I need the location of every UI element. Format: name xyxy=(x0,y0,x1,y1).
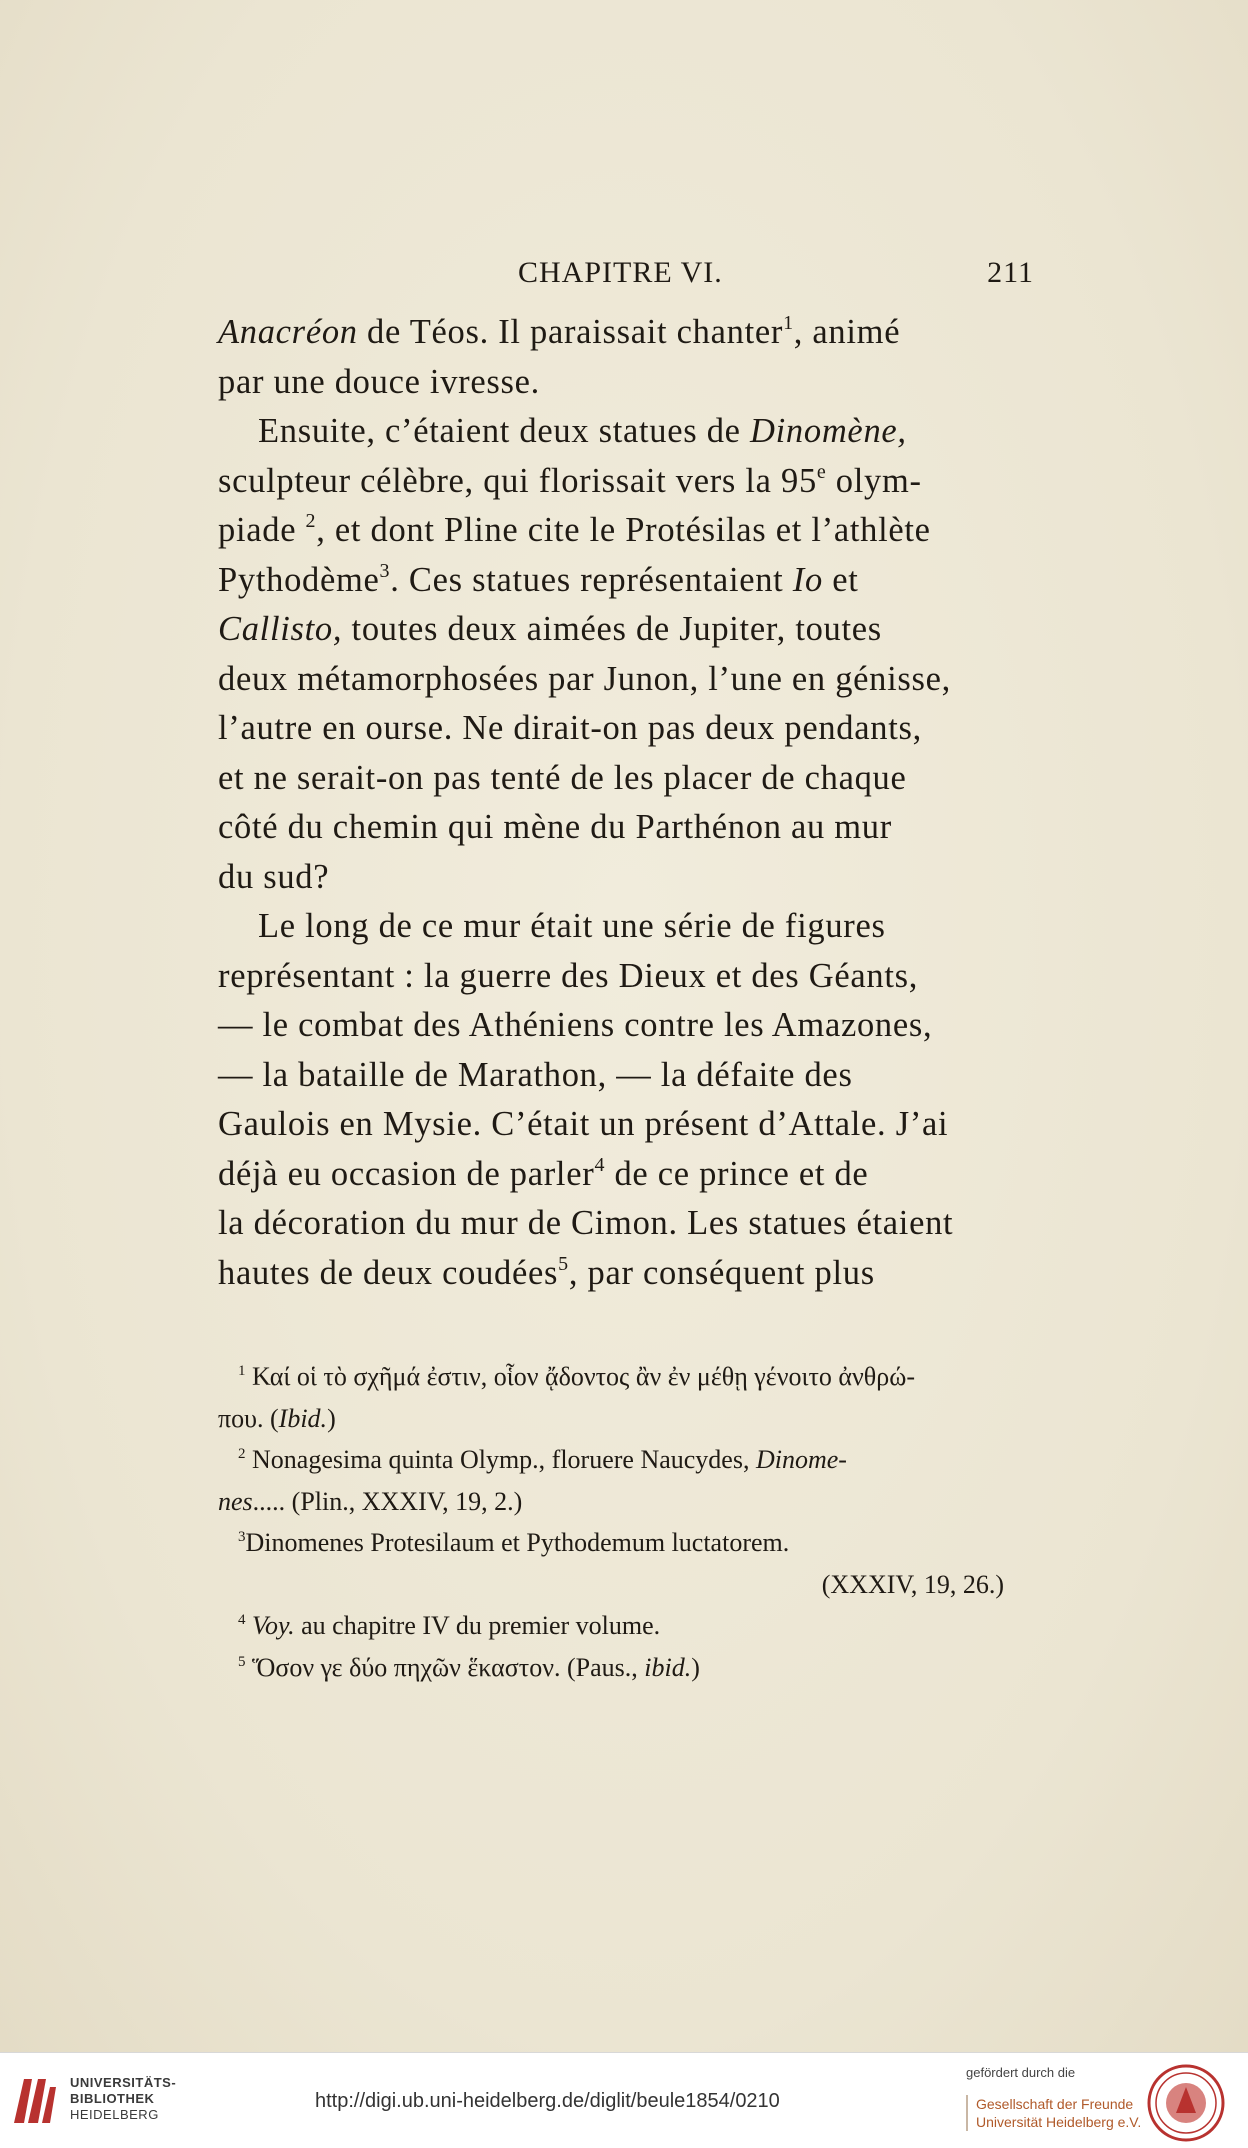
society-name[interactable] xyxy=(966,2095,1141,2131)
viewer-footer xyxy=(0,2052,1248,2148)
footnote-2-cont xyxy=(218,1481,1034,1523)
footnote-number: 2 xyxy=(238,1446,246,1462)
text-line xyxy=(218,308,1034,358)
library-name[interactable] xyxy=(70,2075,176,2123)
footnote-5 xyxy=(218,1647,1034,1689)
italic-name: Callisto, xyxy=(218,610,343,648)
library-name-line: UNIVERSITÄTS- xyxy=(70,2075,177,2090)
footnote-text: Ὅσον γε δύο πηχῶν ἕκαστον. (Paus., xyxy=(252,1652,645,1682)
text-line xyxy=(218,605,1034,655)
italic-name: Anacréon xyxy=(218,313,358,351)
footnote-text: ..... (Plin., XXXIV, 19, 2.) xyxy=(252,1486,523,1516)
permalink-url[interactable]: http://digi.ub.uni-heidelberg.de/diglit/beule1854/0210 xyxy=(315,2090,780,2112)
italic-ref: Voy. xyxy=(252,1611,295,1640)
text-line: par une douce ivresse. xyxy=(218,362,540,401)
footnote-ref[interactable]: 5 xyxy=(558,1252,569,1275)
text-run: hautes de deux coudées xyxy=(218,1253,559,1292)
main-text xyxy=(218,308,1034,1298)
footnote-text: au chapitre IV du premier volume. xyxy=(294,1611,661,1640)
text-line: — la bataille de Marathon, — la défaite des xyxy=(218,1055,853,1094)
footnote-text: Dinomenes Protesilaum et Pythodemum luctatorem. xyxy=(245,1528,790,1557)
footnote-text: Καί οἱ τὸ σχῆμά ἐστιν, οἷον ᾄδοντος ἂν ἐν μέθῃ γένοιτο ἀνθρώ- xyxy=(252,1362,915,1391)
footnote-3-cont: (XXXIV, 19, 26.) xyxy=(821,1569,1004,1599)
footnote-text: που. ( xyxy=(218,1403,279,1433)
footnote-3 xyxy=(218,1522,1034,1564)
page-number: 211 xyxy=(987,256,1034,289)
text-run: de ce prince et de xyxy=(605,1154,869,1193)
text-run: piade xyxy=(218,511,306,549)
text-run: de Téos. Il paraissait chanter xyxy=(357,313,784,351)
text-run: déjà eu occasion de parler xyxy=(218,1154,595,1193)
footnote-text: ) xyxy=(691,1652,700,1682)
ordinal-sup: e xyxy=(816,460,827,483)
text-run: Pythodème xyxy=(218,560,380,599)
text-run: toutes deux aimées de Jupiter, toutes xyxy=(342,610,882,648)
text-run: , par conséquent plus xyxy=(568,1253,875,1292)
text-line xyxy=(218,506,1034,556)
footnote-4 xyxy=(218,1605,1034,1647)
text-line xyxy=(218,556,1034,606)
society-name-line: Gesellschaft der Freunde xyxy=(976,2096,1134,2112)
library-logo-icon xyxy=(10,2073,60,2129)
text-line: représentant : la guerre des Dieux et des Géants, xyxy=(218,956,919,995)
text-run: , et dont Pline cite le Protésilas et l’athlète xyxy=(316,511,931,549)
text-run: Ensuite, c’étaient deux statues de xyxy=(258,412,751,450)
footnote-2 xyxy=(218,1439,1034,1481)
italic-ref: Ibid. xyxy=(278,1403,328,1433)
footnote-text: ) xyxy=(327,1403,336,1433)
text-line: Gaulois en Mysie. C’était un présent d’Attale. J’ai xyxy=(218,1105,949,1143)
footnote-1-cont xyxy=(218,1398,1034,1440)
text-line xyxy=(218,1150,1034,1200)
italic-ref: Dinome- xyxy=(755,1445,847,1474)
university-seal-icon xyxy=(1146,2063,1226,2143)
footnote-1 xyxy=(218,1356,1034,1398)
italic-ref: nes xyxy=(218,1486,253,1516)
footnote-number: 4 xyxy=(238,1612,246,1628)
italic-name: Dinomène, xyxy=(750,412,907,450)
footnote-number: 5 xyxy=(238,1653,246,1670)
text-line: — le combat des Athéniens contre les Amazones, xyxy=(218,1006,933,1044)
text-line: Le long de ce mur était une série de figures xyxy=(258,907,886,945)
text-run: , animé xyxy=(793,313,901,351)
text-line: côté du chemin qui mène du Parthénon au mur xyxy=(218,808,892,846)
text-run: et xyxy=(822,560,859,599)
footnote-ref[interactable]: 4 xyxy=(594,1153,606,1176)
text-line xyxy=(218,457,1034,507)
text-line: deux métamorphosées par Junon, l’une en génisse, xyxy=(218,659,951,698)
text-line: la décoration du mur de Cimon. Les statues étaient xyxy=(218,1204,954,1242)
footnote-ref[interactable]: 1 xyxy=(783,312,794,334)
chapter-title: CHAPITRE VI. xyxy=(518,256,723,289)
italic-name: Io xyxy=(792,560,823,599)
text-run: olym- xyxy=(826,461,922,500)
society-name-line: Universität Heidelberg e.V. xyxy=(976,2114,1142,2130)
text-line xyxy=(218,407,1034,457)
footnote-text: Nonagesima quinta Olymp., floruere Naucydes, xyxy=(252,1445,756,1474)
text-line: du sud? xyxy=(218,857,330,896)
text-line: et ne serait-on pas tenté de les placer de chaque xyxy=(218,758,907,797)
text-run: . Ces statues représentaient xyxy=(390,560,793,599)
library-name-line: HEIDELBERG xyxy=(70,2107,159,2122)
text-line xyxy=(218,1249,1034,1299)
footnote-ref[interactable]: 3 xyxy=(379,559,391,582)
library-name-line: BIBLIOTHEK xyxy=(70,2091,155,2106)
footnote-ref[interactable]: 2 xyxy=(305,510,317,532)
italic-ref: ibid. xyxy=(644,1652,692,1682)
running-header xyxy=(218,250,1034,290)
footnote-number: 1 xyxy=(238,1363,246,1379)
text-line: l’autre en ourse. Ne dirait-on pas deux pendants, xyxy=(218,709,922,747)
footnote-number: 3 xyxy=(238,1529,246,1545)
funded-by-label: gefördert durch die xyxy=(966,2065,1076,2080)
text-run: sculpteur célèbre, qui florissait vers la 95 xyxy=(218,461,817,500)
footnotes xyxy=(218,1356,1034,1688)
